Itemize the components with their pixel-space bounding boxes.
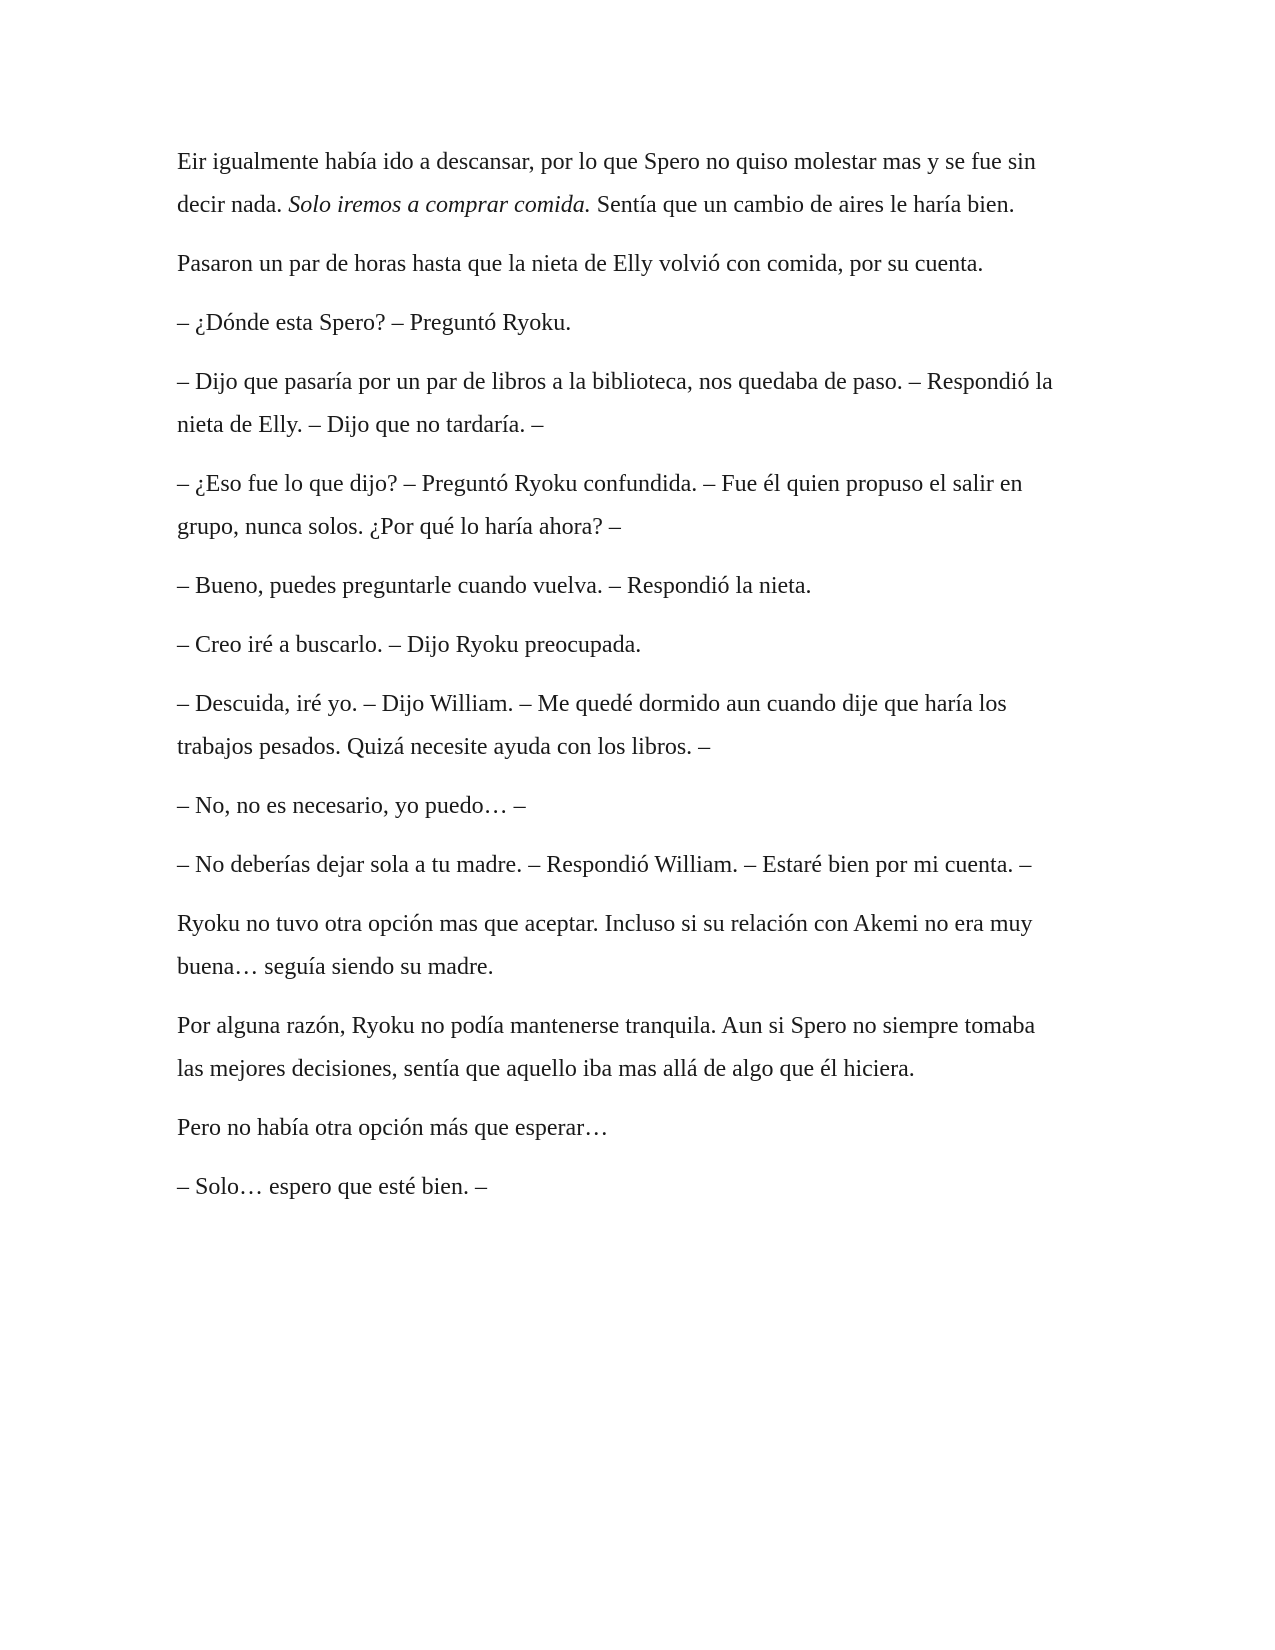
dialogue-line <box>177 624 1102 667</box>
text-line: Pero no había otra opción más que esperar… <box>177 1115 609 1141</box>
text-line: decir nada. Solo iremos a comprar comida. Sentía que un cambio de aires le haría bien. <box>177 192 1015 218</box>
text-line: – ¿Eso fue lo que dijo? – Preguntó Ryoku confundida. – Fue él quien propuso el salir en <box>177 471 1023 497</box>
text-line: las mejores decisiones, sentía que aquello iba mas allá de algo que él hiciera. <box>177 1056 915 1082</box>
paragraph <box>177 141 1102 227</box>
paragraph <box>177 1107 1102 1150</box>
dialogue-line <box>177 361 1102 447</box>
dialogue-line <box>177 302 1102 345</box>
text-line: – Bueno, puedes preguntarle cuando vuelva. – Respondió la nieta. <box>177 573 812 599</box>
text-line: – Dijo que pasaría por un par de libros a la biblioteca, nos quedaba de paso. – Respondió la <box>177 369 1053 395</box>
text-line: – ¿Dónde esta Spero? – Preguntó Ryoku. <box>177 310 572 336</box>
text-line: Eir igualmente había ido a descansar, por lo que Spero no quiso molestar mas y se fue sin <box>177 149 1036 175</box>
text-line: – Solo… espero que esté bien. – <box>177 1174 487 1200</box>
text-line: Por alguna razón, Ryoku no podía mantenerse tranquila. Aun si Spero no siempre tomaba <box>177 1013 1036 1039</box>
paragraph <box>177 1005 1102 1091</box>
dialogue-line <box>177 463 1102 549</box>
dialogue-line <box>177 565 1102 608</box>
text-line: – No deberías dejar sola a tu madre. – Respondió William. – Estaré bien por mi cuenta. – <box>177 852 1032 878</box>
italic-thought: Solo iremos a comprar comida. <box>288 192 591 218</box>
text-line: nieta de Elly. – Dijo que no tardaría. – <box>177 412 544 438</box>
text-line: – No, no es necesario, yo puedo… – <box>177 793 526 819</box>
dialogue-line <box>177 683 1102 769</box>
text-line: Ryoku no tuvo otra opción mas que aceptar. Incluso si su relación con Akemi no era muy <box>177 911 1033 937</box>
paragraph <box>177 243 1102 286</box>
dialogue-line <box>177 785 1102 828</box>
dialogue-line <box>177 844 1102 887</box>
paragraph <box>177 903 1102 989</box>
text-line: buena… seguía siendo su madre. <box>177 954 494 980</box>
text-line: grupo, nunca solos. ¿Por qué lo haría ahora? – <box>177 514 621 540</box>
dialogue-line <box>177 1166 1102 1209</box>
document-page <box>177 141 1102 1225</box>
text-line: – Descuida, iré yo. – Dijo William. – Me quedé dormido aun cuando dije que haría los <box>177 691 1007 717</box>
text-line: Pasaron un par de horas hasta que la nieta de Elly volvió con comida, por su cuenta. <box>177 251 984 277</box>
text-line: trabajos pesados. Quizá necesite ayuda con los libros. – <box>177 734 711 760</box>
text-line: – Creo iré a buscarlo. – Dijo Ryoku preocupada. <box>177 632 642 658</box>
